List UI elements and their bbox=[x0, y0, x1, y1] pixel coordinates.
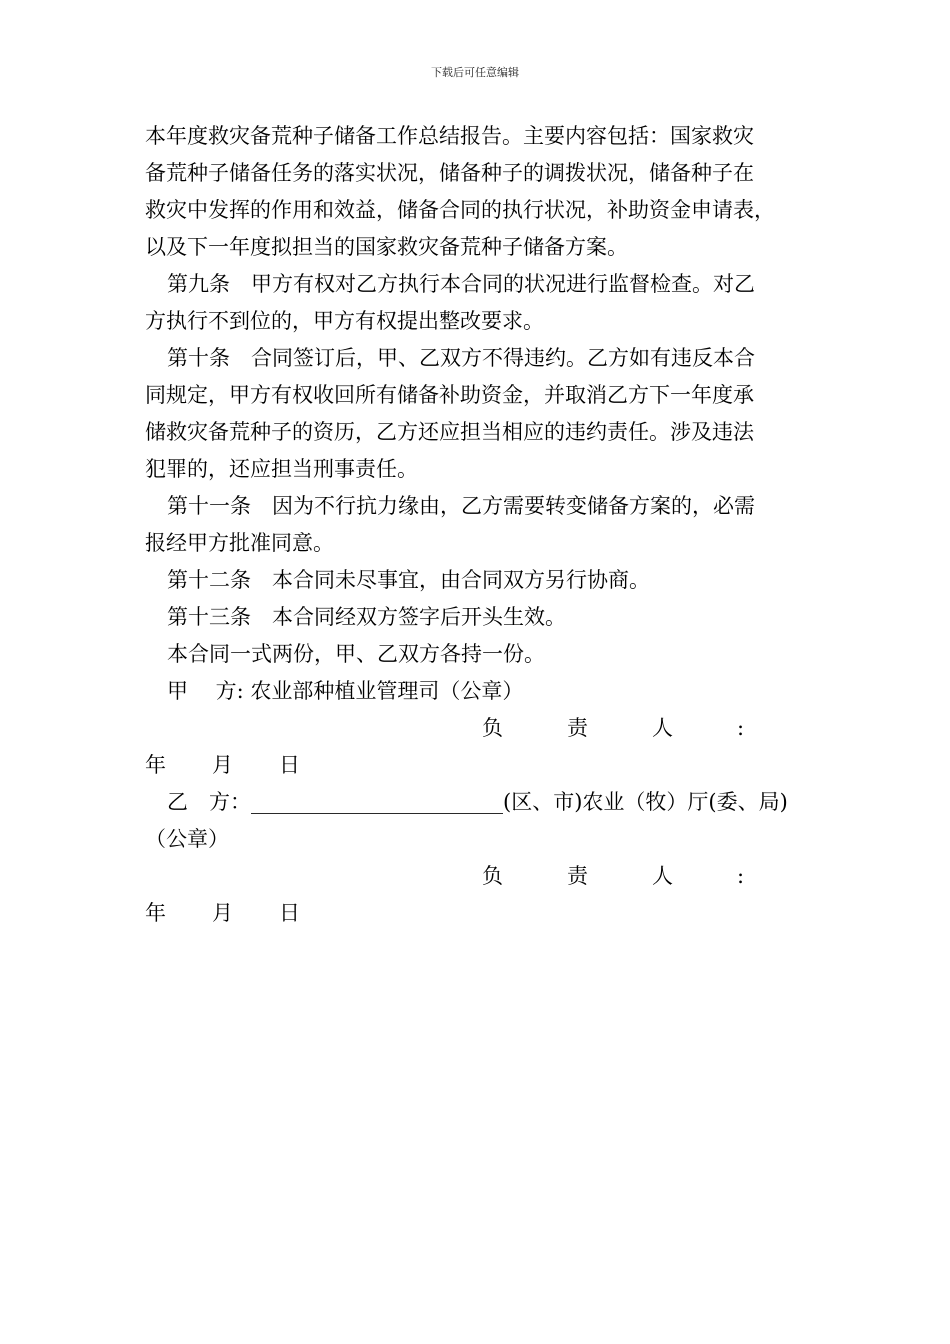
date-month: 月 bbox=[212, 901, 233, 925]
copies-clause: 本合同一式两份，甲、乙双方各持一份。 bbox=[167, 642, 545, 666]
article-11: 第十一条 因为不行抗力缘由，乙方需要转变储备方案的，必需 bbox=[167, 494, 755, 518]
party-b-blank: ________________________ bbox=[251, 790, 503, 814]
party-b-responsible-person bbox=[145, 858, 820, 895]
resp-colon: : bbox=[737, 716, 745, 740]
article-10: 第十条 合同签订后，甲、乙双方不得违约。乙方如有违反本合 bbox=[167, 346, 755, 370]
resp-char: 人 bbox=[652, 864, 673, 888]
resp-colon: : bbox=[737, 864, 745, 888]
text-line: 储救灾备荒种子的资历，乙方还应担当相应的违约责任。涉及违法 bbox=[145, 420, 754, 444]
resp-char: 责 bbox=[567, 864, 588, 888]
date-day: 日 bbox=[279, 753, 300, 777]
resp-char: 人 bbox=[652, 716, 673, 740]
date-year: 年 bbox=[145, 901, 166, 925]
page-header-note: 下载后可任意编辑 bbox=[431, 66, 519, 79]
date-year: 年 bbox=[145, 753, 166, 777]
party-b-prefix: 乙 方： bbox=[167, 790, 251, 814]
date-month: 月 bbox=[212, 753, 233, 777]
party-a-responsible-person bbox=[145, 710, 820, 747]
party-b-suffix: (区、市)农业（牧）厅(委、局) bbox=[503, 790, 788, 814]
party-b-seal: （公章） bbox=[145, 827, 229, 851]
contract-body bbox=[145, 118, 820, 932]
text-line: 救灾中发挥的作用和效益，储备合同的执行状况，补助资金申请表， bbox=[145, 198, 775, 222]
party-b-date bbox=[145, 895, 820, 932]
article-13: 第十三条 本合同经双方签字后开头生效。 bbox=[167, 605, 566, 629]
text-line: 同规定，甲方有权收回所有储备补助资金，并取消乙方下一年度承 bbox=[145, 383, 754, 407]
resp-char: 负 bbox=[482, 716, 503, 740]
date-day: 日 bbox=[279, 901, 300, 925]
party-a-line: 甲 方: 农业部种植业管理司（公章） bbox=[167, 679, 524, 703]
text-line: 方执行不到位的，甲方有权提出整改要求。 bbox=[145, 309, 544, 333]
text-line: 以及下一年度拟担当的国家救灾备荒种子储备方案。 bbox=[145, 235, 628, 259]
text-line: 本年度救灾备荒种子储备工作总结报告。主要内容包括：国家救灾 bbox=[145, 124, 754, 148]
article-9: 第九条 甲方有权对乙方执行本合同的状况进行监督检查。对乙 bbox=[167, 272, 755, 296]
resp-char: 责 bbox=[567, 716, 588, 740]
party-b-line bbox=[145, 784, 820, 821]
party-a-date bbox=[145, 747, 820, 784]
text-line: 报经甲方批准同意。 bbox=[145, 531, 334, 555]
text-line: 犯罪的，还应担当刑事责任。 bbox=[145, 457, 418, 481]
resp-char: 负 bbox=[482, 864, 503, 888]
article-12: 第十二条 本合同未尽事宜，由合同双方另行协商。 bbox=[167, 568, 650, 592]
text-line: 备荒种子储备任务的落实状况，储备种子的调拨状况，储备种子在 bbox=[145, 161, 754, 185]
